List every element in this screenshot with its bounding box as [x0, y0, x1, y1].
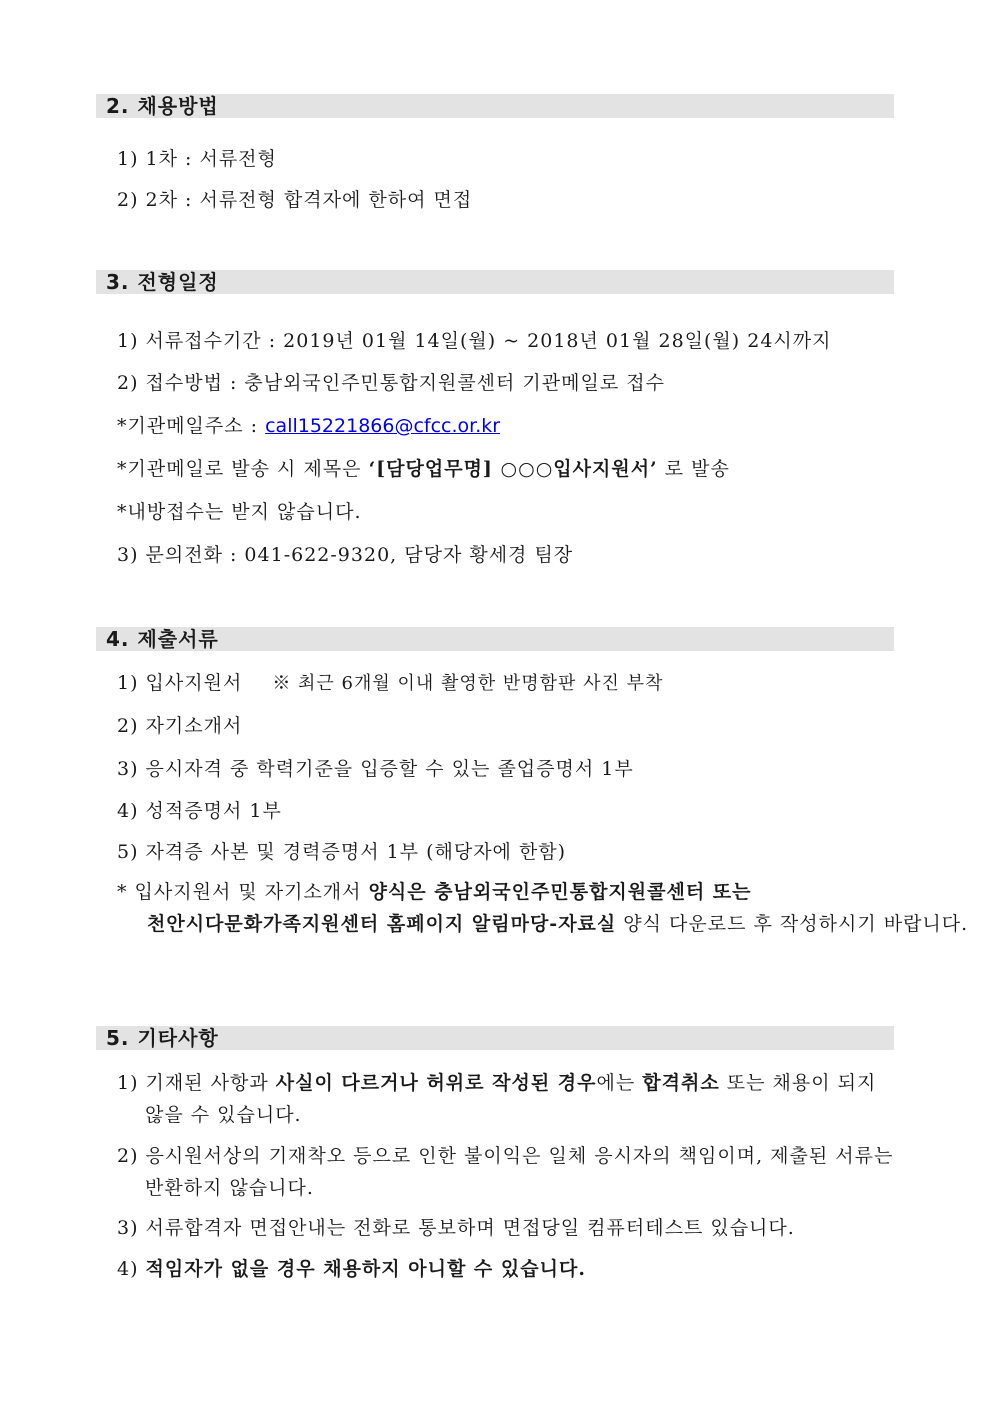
- subject-line: [117, 456, 730, 482]
- application-period: 1) 서류접수기간 : 2019년 01월 14일(월) ~ 2018년 01월 28일(월) 24시까지: [117, 330, 832, 352]
- list-item: 3) 응시자격 중 학력기준을 입증할 수 있는 졸업증명서 1부: [117, 758, 634, 780]
- form-note-suffix: 양식 다운로드 후 작성하시기 바랍니다.: [616, 913, 969, 935]
- form-note-source: 천안시다문화가족지원센터 홈페이지 알림마당-자료실: [147, 913, 617, 935]
- list-item: 2) 응시원서상의 기재착오 등으로 인한 불이익은 일체 응시자의 책임이며, 제출된 서류는: [117, 1145, 894, 1167]
- other-item1-bold: 사실이 다르거나 허위로 작성된 경우: [275, 1072, 597, 1094]
- list-item: 5) 자격증 사본 및 경력증명서 1부 (해당자에 한함): [117, 841, 567, 863]
- email-link[interactable]: call15221866@cfcc.or.kr: [265, 415, 501, 437]
- form-note-bold: 양식은 충남외국인주민통합지원콜센터 또는: [368, 881, 752, 903]
- list-item-continuation: 반환하지 않습니다.: [145, 1177, 314, 1199]
- other-item1-cancel: 합격취소: [642, 1072, 720, 1094]
- form-note-line1: [117, 879, 752, 905]
- visit-notice: *내방접수는 받지 않습니다.: [117, 501, 362, 523]
- form-note-line2: [147, 911, 968, 937]
- subject-format: ‘[담당업무명] ○○○입사지원서’: [368, 458, 658, 480]
- list-item: [117, 1070, 876, 1096]
- form-note-prefix: * 입사지원서 및 자기소개서: [117, 881, 369, 903]
- photo-note: ※ 최근 6개월 이내 촬영한 반명함판 사진 부착: [272, 673, 664, 694]
- list-item: [117, 670, 663, 697]
- other-item1-text: 1) 기재된 사항과: [117, 1072, 276, 1094]
- list-item: 3) 서류합격자 면접안내는 전화로 통보하며 면접당일 컴퓨터테스트 있습니다.: [117, 1217, 795, 1239]
- list-item: 4) 성적증명서 1부: [117, 800, 282, 822]
- section-heading-recruitment-method: 2. 채용방법: [96, 94, 894, 118]
- section-heading-documents: 4. 제출서류: [96, 627, 894, 651]
- list-item: 2) 2차 : 서류전형 합격자에 한하여 면접: [117, 189, 473, 211]
- section-heading-schedule: 3. 전형일정: [96, 270, 894, 294]
- application-method: 2) 접수방법 : 충남외국인주민통합지원콜센터 기관메일로 접수: [117, 372, 665, 394]
- section-heading-other: 5. 기타사항: [96, 1026, 894, 1050]
- list-item: [117, 1256, 586, 1282]
- email-label: *기관메일주소 :: [117, 415, 266, 437]
- subject-prefix: *기관메일로 발송 시 제목은: [117, 458, 369, 480]
- contact-info: 3) 문의전화 : 041-622-9320, 담당자 황세경 팀장: [117, 544, 574, 566]
- list-item: 2) 자기소개서: [117, 715, 243, 737]
- other-item4-bold: 적임자가 없을 경우 채용하지 아니할 수 있습니다.: [145, 1258, 586, 1280]
- email-line: [117, 413, 500, 439]
- other-item1-text3: 또는 채용이 되지: [719, 1072, 877, 1094]
- subject-suffix: 로 발송: [657, 458, 730, 480]
- document-item-application: 1) 입사지원서: [117, 672, 243, 694]
- other-item4-number: 4): [117, 1258, 146, 1280]
- other-item1-text2: 에는: [596, 1072, 643, 1094]
- list-item-continuation: 않을 수 있습니다.: [145, 1104, 302, 1126]
- list-item: 1) 1차 : 서류전형: [117, 148, 277, 170]
